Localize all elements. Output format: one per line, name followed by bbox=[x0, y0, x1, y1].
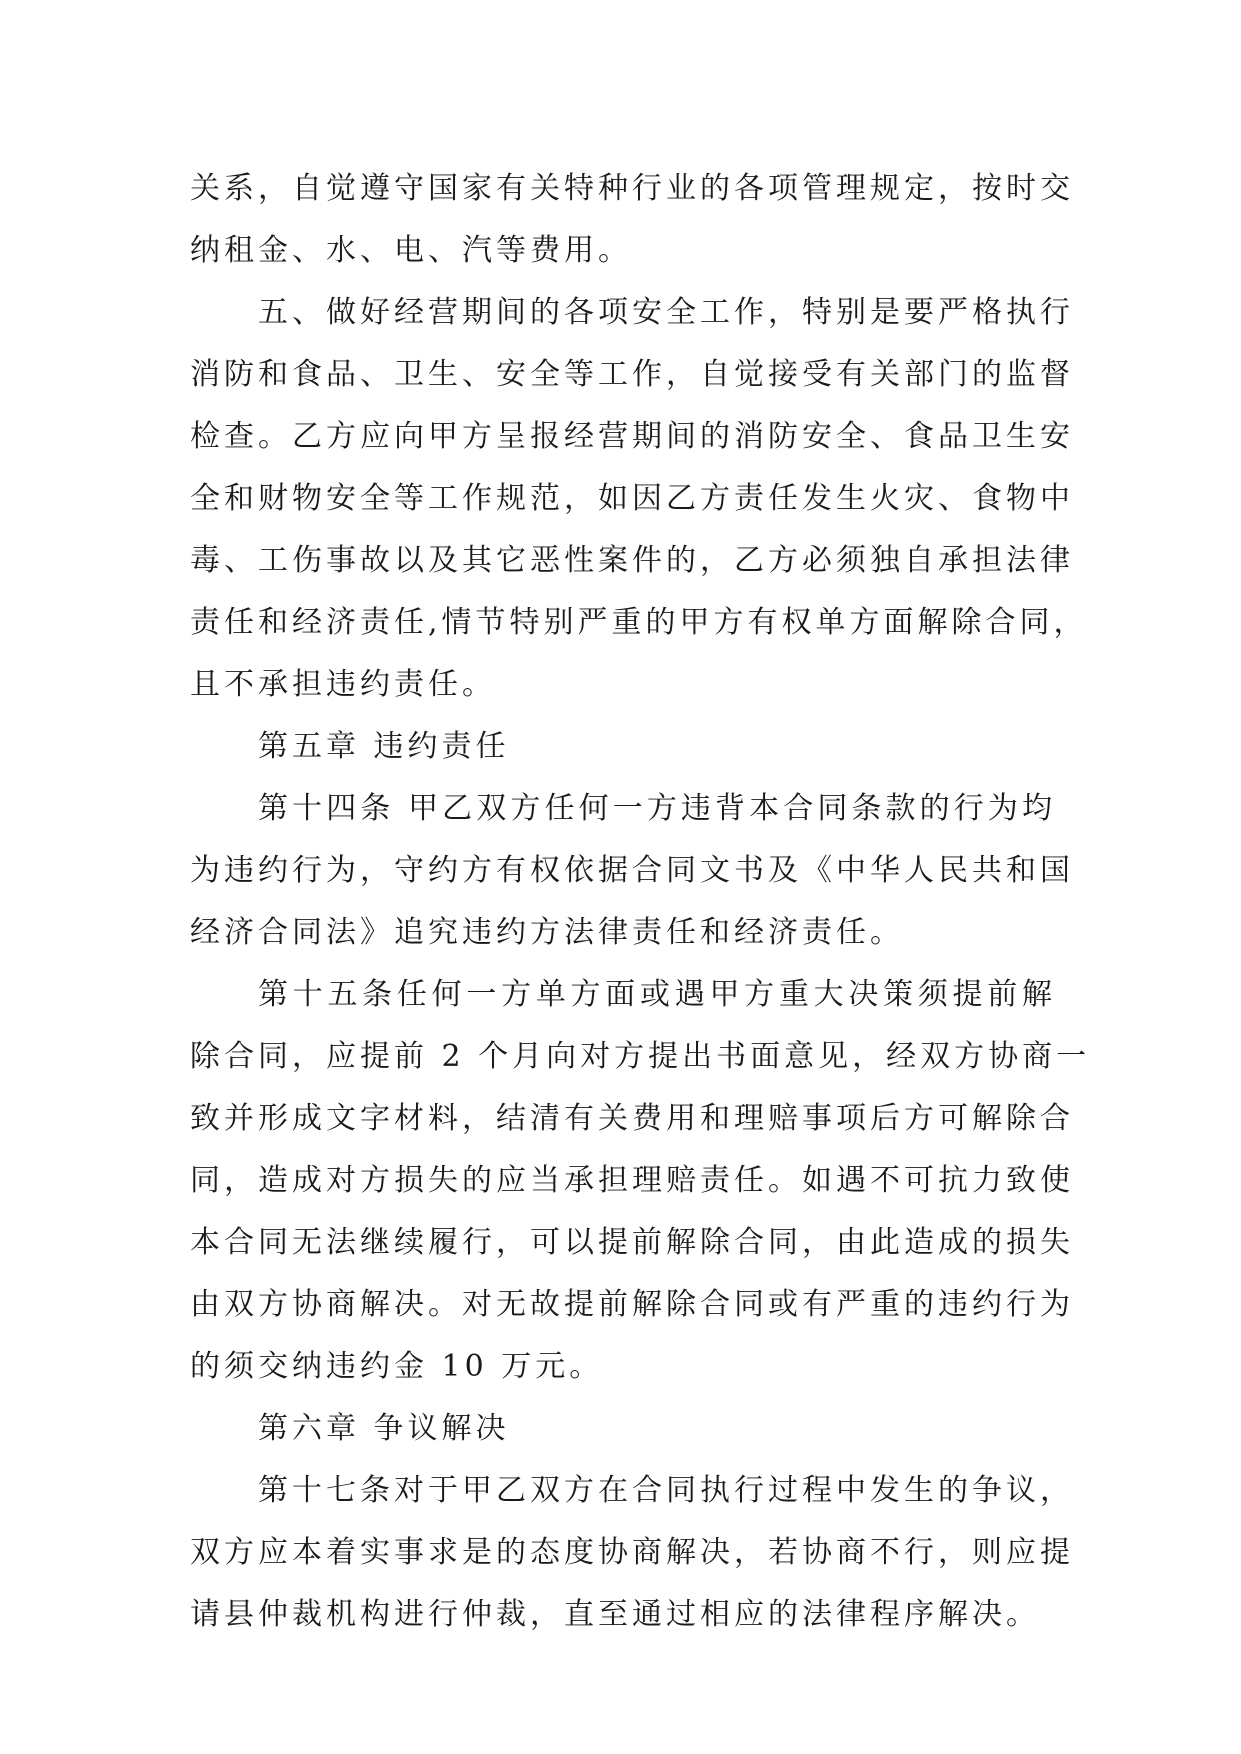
text-line: 除合同，应提前 2 个月向对方提出书面意见，经双方协商一 bbox=[190, 1039, 1091, 1074]
text-line: 责任和经济责任,情节特别严重的甲方有权单方面解除合同， bbox=[190, 605, 1088, 640]
text-line: 由双方协商解决。对无故提前解除合同或有严重的违约行为 bbox=[190, 1287, 1074, 1322]
text-line: 纳租金、水、电、汽等费用。 bbox=[190, 233, 632, 268]
text-line: 经济合同法》追究违约方法律责任和经济责任。 bbox=[190, 915, 904, 950]
paragraph-start-line: 第十七条对于甲乙双方在合同执行过程中发生的争议， bbox=[258, 1473, 1074, 1508]
text-line: 同，造成对方损失的应当承担理赔责任。如遇不可抗力致使 bbox=[190, 1163, 1074, 1198]
text-line: 全和财物安全等工作规范，如因乙方责任发生火灾、食物中 bbox=[190, 481, 1074, 516]
text-line: 关系，自觉遵守国家有关特种行业的各项管理规定，按时交 bbox=[190, 171, 1074, 206]
text-line: 检查。乙方应向甲方呈报经营期间的消防安全、食品卫生安 bbox=[190, 419, 1074, 454]
paragraph-start-line: 第十四条 甲乙双方任何一方违背本合同条款的行为均 bbox=[258, 791, 1056, 826]
paragraph-start-line: 五、做好经营期间的各项安全工作，特别是要严格执行 bbox=[258, 295, 1074, 330]
chapter-heading: 第六章 争议解决 bbox=[258, 1411, 510, 1446]
document-body bbox=[190, 158, 1091, 1646]
paragraph-start-line: 第十五条任何一方单方面或遇甲方重大决策须提前解 bbox=[258, 977, 1056, 1012]
text-line: 毒、工伤事故以及其它恶性案件的，乙方必须独自承担法律 bbox=[190, 543, 1074, 578]
text-line: 双方应本着实事求是的态度协商解决，若协商不行，则应提 bbox=[190, 1535, 1074, 1570]
text-line: 为违约行为，守约方有权依据合同文书及《中华人民共和国 bbox=[190, 853, 1074, 888]
text-line: 本合同无法继续履行，可以提前解除合同，由此造成的损失 bbox=[190, 1225, 1074, 1260]
text-line: 消防和食品、卫生、安全等工作，自觉接受有关部门的监督 bbox=[190, 357, 1074, 392]
text-line: 的须交纳违约金 10 万元。 bbox=[190, 1349, 604, 1384]
text-line: 且不承担违约责任。 bbox=[190, 667, 496, 702]
text-line: 致并形成文字材料，结清有关费用和理赔事项后方可解除合 bbox=[190, 1101, 1074, 1136]
chapter-heading: 第五章 违约责任 bbox=[258, 729, 510, 764]
text-line: 请县仲裁机构进行仲裁，直至通过相应的法律程序解决。 bbox=[190, 1597, 1040, 1632]
